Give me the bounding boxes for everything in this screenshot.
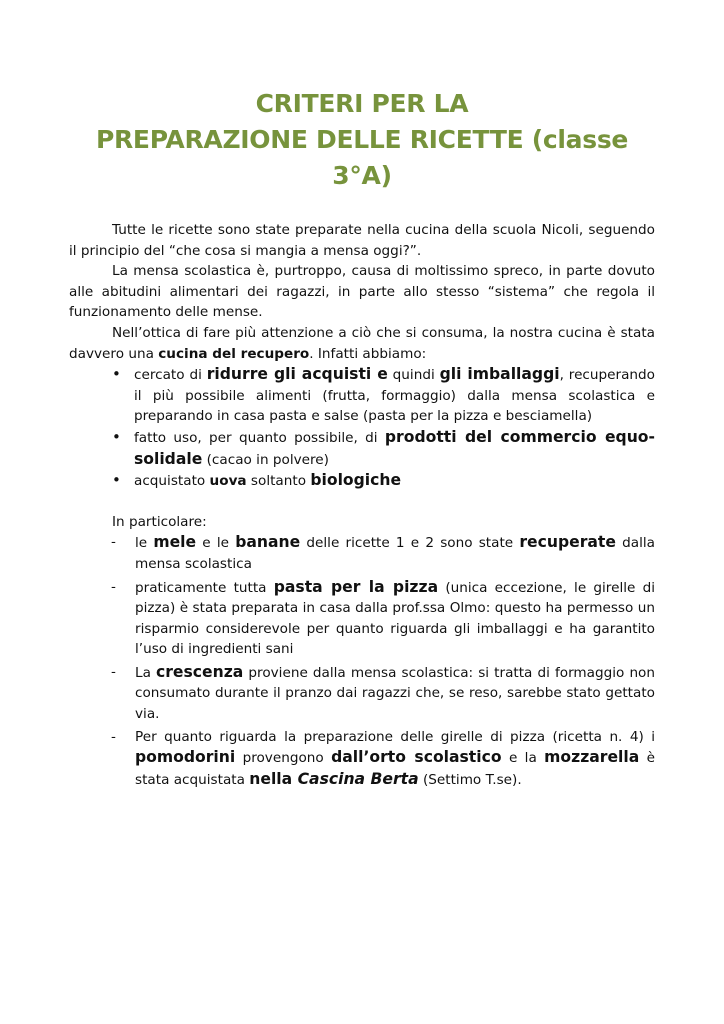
text-run: soltanto [246, 473, 311, 490]
text-run: e la [501, 750, 545, 767]
dash-item-dough [111, 577, 655, 660]
document-title [69, 86, 655, 194]
text-run: Per quanto riguarda la preparazione delle girelle di pizza (ricetta n. 4) i [135, 728, 655, 745]
text-run: . Infatti abbiamo: [309, 345, 427, 362]
text-run: e le [196, 535, 236, 552]
emphasis-text: nella [249, 769, 298, 788]
text-run: fatto uso, per quanto possibile, di [134, 429, 385, 446]
text-run: cercato di [134, 367, 207, 384]
title-line-1: CRITERI PER LA [255, 89, 469, 118]
dash-list [69, 532, 655, 790]
emphasis-text: cucina del recupero [158, 345, 310, 362]
text-run: (Settimo T.se). [418, 771, 522, 788]
emphasis-text: crescenza [156, 662, 244, 681]
paragraph-waste: La mensa scolastica è, purtroppo, causa di moltissimo spreco, in parte dovuto alle abitudini alimentari dei ragazzi, in parte allo stesso “sistema” che regola il funzionamento delle mense. [69, 263, 655, 321]
text-run: Nell’ottica di fare più attenzione a ciò che si consuma, la nostra cucina è stata davvero una [69, 324, 655, 362]
emphasis-text: mele [153, 533, 197, 552]
title-line-3: 3°A) [332, 161, 392, 190]
text-run: , recuperando il più possibile alimenti (frutta, formaggio) dalla mensa scolastica e preparando in casa pasta e salse (pasta per la pizza e besciamella) [134, 367, 655, 425]
bullet-item-reduce [112, 364, 655, 427]
text-run: quindi [387, 367, 440, 384]
text-run: provengono [235, 750, 332, 767]
text-run: è stata acquistata [135, 750, 656, 788]
dash-item-fruit [111, 532, 655, 574]
particolare-heading: In particolare: [112, 513, 207, 530]
bullet-item-fairtrade [112, 427, 655, 470]
spacer [69, 492, 655, 512]
emphasis-text: pasta per la pizza [273, 577, 439, 596]
text-run: acquistato [134, 473, 210, 490]
bullet-item-eggs [112, 470, 655, 492]
text-run: proviene dalla mensa scolastica: si tratta di formaggio non consumato durante il pranzo dai ragazzi che, se reso, sarebbe stato gettato via. [135, 664, 655, 723]
emphasis-text: gli imballaggi [439, 365, 560, 384]
emphasis-text: dall’orto scolastico [331, 748, 502, 767]
document-body [69, 220, 655, 790]
emphasis-text: Cascina Berta [297, 769, 419, 788]
text-run: (cacao in polvere) [202, 451, 329, 468]
title-line-2: PREPARAZIONE DELLE RICETTE (classe [95, 125, 629, 154]
text-run: delle ricette 1 e 2 sono state [300, 535, 520, 552]
dash-item-crescenza [111, 662, 655, 725]
emphasis-text: banane [235, 533, 301, 552]
text-run: La [135, 664, 156, 681]
bullet-list [69, 364, 655, 492]
emphasis-text: prodotti del commercio equo-solidale [134, 427, 655, 468]
dash-item-girelle [111, 727, 655, 791]
text-run: dalla mensa scolastica [135, 535, 655, 572]
paragraph-intro: Tutte le ricette sono state preparate nella cucina della scuola Nicoli, seguendo il principio del “che cosa si mangia a mensa oggi?”. [69, 222, 655, 259]
emphasis-text: uova [209, 473, 247, 490]
emphasis-text: mozzarella [544, 748, 640, 767]
emphasis-text: biologiche [310, 471, 402, 490]
text-run: le [135, 535, 154, 552]
text-run: (unica eccezione, le girelle di pizza) è stata preparata in casa dalla prof.ssa Olmo: questo ha permesso un risparmio considerevole per quanto riguarda gli imballaggi e ha garantito l’uso di ingredienti sani [135, 579, 655, 658]
emphasis-text: recuperate [519, 533, 616, 552]
emphasis-text: ridurre gli acquisti e [206, 365, 388, 384]
paragraph-recovery [69, 323, 655, 364]
text-run: praticamente tutta [135, 579, 274, 596]
emphasis-text: pomodorini [135, 748, 236, 767]
